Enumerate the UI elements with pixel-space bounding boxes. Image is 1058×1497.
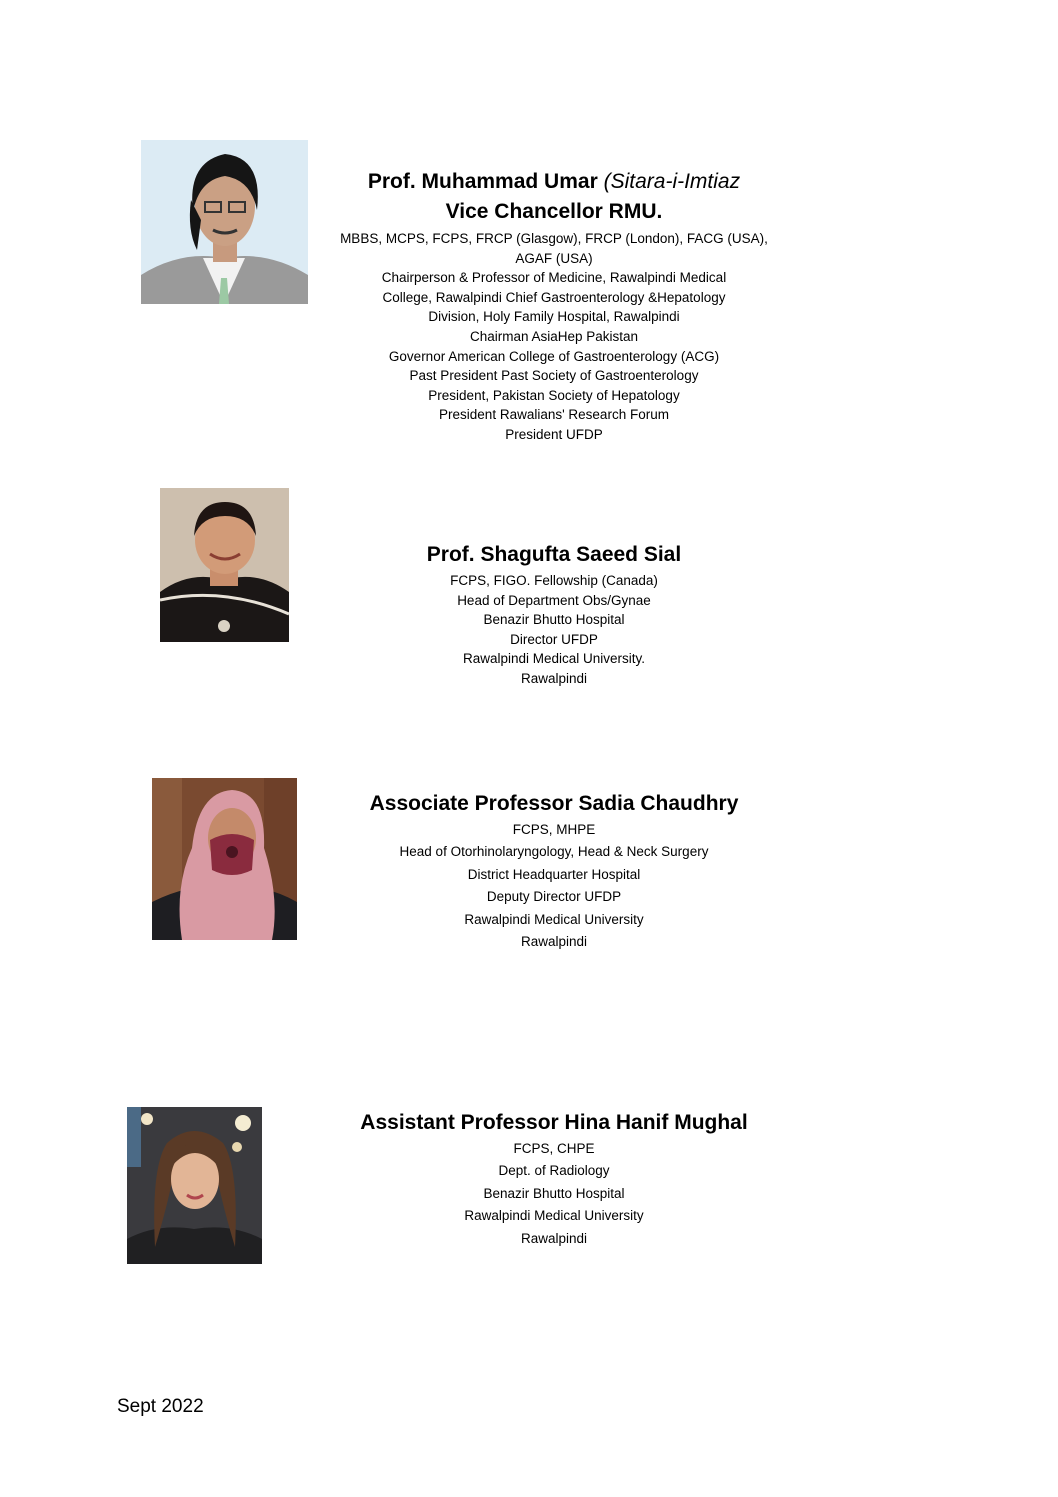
footer-date: Sept 2022 [117, 1396, 204, 1417]
detail-line: Past President Past Society of Gastroenterology [409, 368, 699, 384]
detail-line: Rawalpindi Medical University [464, 911, 644, 927]
profile-hina-hanif-mughal [304, 1108, 804, 1250]
detail-line: Rawalpindi Medical University [464, 1208, 644, 1224]
profile-name: Associate Professor Sadia Chaudhry [369, 792, 739, 815]
profile-shagufta-saeed-sial [300, 540, 808, 689]
detail-line: President Rawalians' Research Forum [439, 407, 669, 423]
profile-name: Assistant Professor Hina Hanif Mughal [360, 1111, 748, 1134]
detail-line: Deputy Director UFDP [486, 889, 622, 905]
detail-line: Governor American College of Gastroenterology (ACG) [388, 348, 720, 364]
detail-line: Rawalpindi [520, 934, 588, 950]
detail-line: MBBS, MCPS, FCPS, FRCP (Glasgow), FRCP (London), FACG (USA), [340, 231, 768, 246]
detail-line: President, Pakistan Society of Hepatology [428, 387, 680, 403]
detail-line: Head of Otorhinolaryngology, Head & Neck Surgery [399, 844, 709, 860]
photo-hina-hanif-mughal [127, 1107, 262, 1264]
profile-name: Prof. Shagufta Saeed Sial [426, 543, 682, 566]
detail-line: President UFDP [505, 426, 603, 442]
detail-line: Director UFDP [510, 631, 598, 647]
detail-line: FCPS, FIGO. Fellowship (Canada) [450, 573, 658, 588]
detail-line: College, Rawalpindi Chief Gastroenterology &Hepatology [382, 289, 726, 305]
detail-line: Division, Holy Family Hospital, Rawalpindi [428, 309, 680, 325]
honor-title: (Sitara-i-Imtiaz [603, 170, 741, 193]
detail-line: Rawalpindi Medical University. [462, 651, 646, 667]
detail-line: Benazir Bhutto Hospital [483, 612, 625, 628]
photo-shagufta-saeed-sial [160, 488, 289, 642]
detail-line: FCPS, MHPE [512, 822, 596, 837]
profile-muhammad-umar [250, 167, 858, 445]
detail-line: FCPS, CHPE [513, 1141, 595, 1156]
profile-position: Vice Chancellor RMU. [445, 200, 663, 223]
detail-line: Chairman AsiaHep Pakistan [469, 328, 639, 344]
profile-sadia-chaudhry [304, 789, 804, 953]
detail-line: Chairperson & Professor of Medicine, Rawalpindi Medical [381, 270, 727, 286]
detail-line: Dept. of Radiology [498, 1163, 610, 1179]
detail-line: Benazir Bhutto Hospital [483, 1185, 625, 1201]
detail-line: Head of Department Obs/Gynae [457, 592, 651, 608]
detail-line: Rawalpindi [520, 1230, 588, 1246]
detail-line: Rawalpindi [520, 670, 588, 686]
detail-line: District Headquarter Hospital [467, 866, 641, 882]
profile-name: Prof. Muhammad Umar (Sitara-i-Imtiaz [367, 170, 741, 193]
photo-sadia-chaudhry [152, 778, 297, 940]
detail-line: AGAF (USA) [515, 250, 593, 266]
